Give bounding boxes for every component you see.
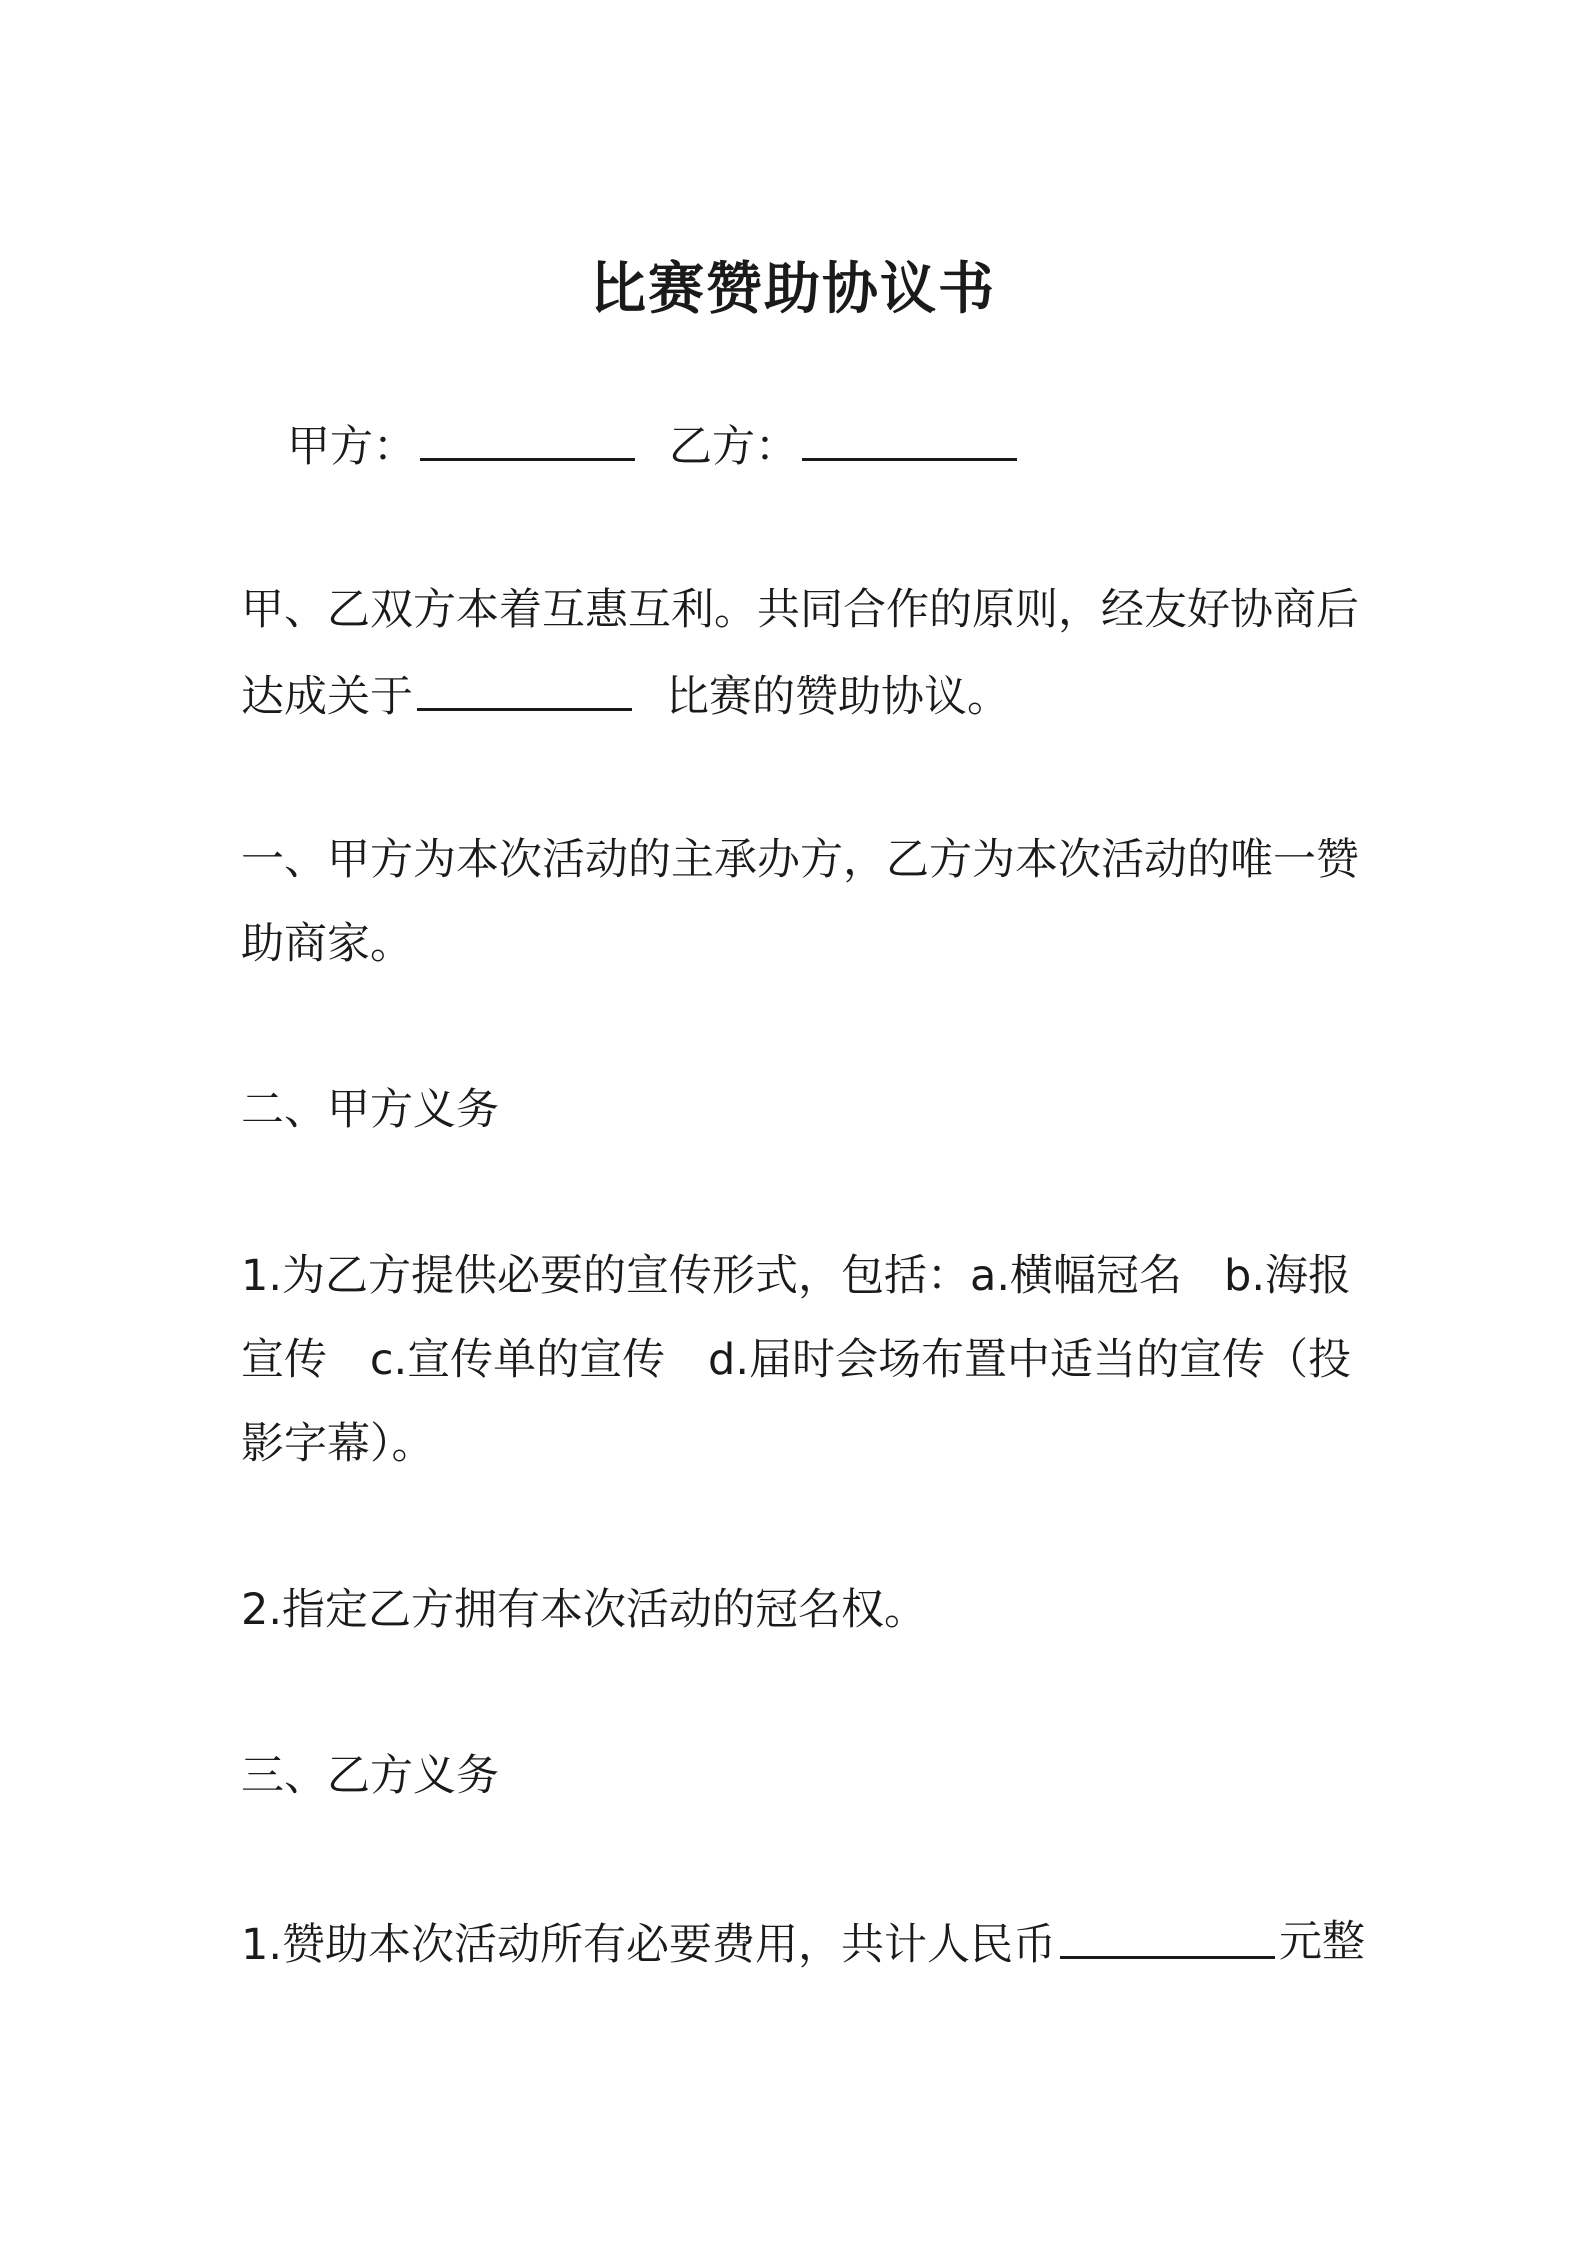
item1-line2-part-b: c.宣传单的宣传 xyxy=(369,1335,666,1385)
intro-line-2 xyxy=(241,664,1351,727)
item1-line2-part-c: d.届时会场布置中适当的宣传（投 xyxy=(708,1335,1351,1385)
party-a-blank xyxy=(420,414,635,461)
section2-item1-line-2 xyxy=(241,1330,1351,1390)
item1-line1-part-a: 1.为乙方提供必要的宣传形式，包括：a.横幅冠名 xyxy=(241,1251,1183,1301)
parties-line xyxy=(287,414,1397,477)
section2-item1-line-3: 影字幕）。 xyxy=(241,1419,435,1469)
amount-blank xyxy=(1060,1912,1275,1959)
item1-line2-part-a: 宣传 xyxy=(241,1335,327,1385)
party-b-label: 乙方： xyxy=(669,422,798,472)
intro-suffix: 比赛的赞助协议。 xyxy=(666,672,1010,722)
section3-item1 xyxy=(241,1912,1366,1975)
section3-item1-suffix: 元整 xyxy=(1279,1917,1366,1967)
section2-item2: 2.指定乙方拥有本次活动的冠名权。 xyxy=(241,1585,928,1635)
intro-prefix: 达成关于 xyxy=(241,672,413,722)
section3-item1-group xyxy=(241,1912,1279,1975)
item1-line1-part-b: b.海报 xyxy=(1224,1251,1351,1301)
section2-item1-line-1 xyxy=(241,1246,1351,1306)
event-name-blank xyxy=(417,664,632,711)
party-a-label: 甲方： xyxy=(287,422,416,472)
document-title: 比赛赞助协议书 xyxy=(590,257,996,322)
section1-line-2: 助商家。 xyxy=(241,919,413,969)
section3-heading: 三、乙方义务 xyxy=(241,1751,499,1801)
section1-line-1: 一、甲方为本次活动的主承办方，乙方为本次活动的唯一赞 xyxy=(241,835,1359,885)
party-b-blank xyxy=(802,414,1017,461)
section3-item1-prefix: 1.赞助本次活动所有必要费用，共计人民币 xyxy=(241,1920,1057,1970)
section2-heading: 二、甲方义务 xyxy=(241,1085,499,1135)
intro-line-1: 甲、乙双方本着互惠互利。共同合作的原则，经友好协商后 xyxy=(241,585,1359,635)
